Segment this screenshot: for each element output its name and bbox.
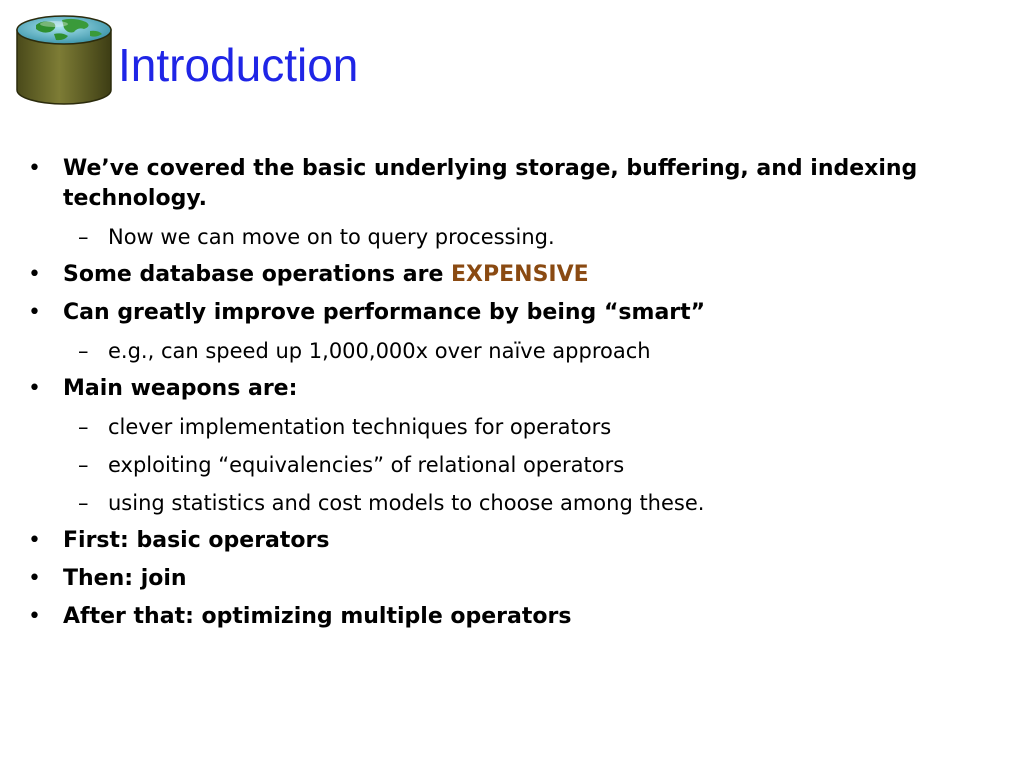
sub-bullet-marker: – — [78, 415, 89, 439]
bullet-text: Can greatly improve performance by being “smart” — [63, 300, 706, 325]
bullet-text: After that: optimizing multiple operators — [63, 604, 572, 629]
bullet-item — [0, 526, 1024, 556]
bullet-marker: • — [28, 528, 41, 553]
bullet-text: We’ve covered the basic underlying storage, buffering, and indexing technology. — [63, 156, 918, 211]
sub-bullet-item — [0, 222, 1024, 252]
sub-bullet-text: e.g., can speed up 1,000,000x over naïve approach — [108, 339, 651, 363]
sub-bullet-text: Now we can move on to query processing. — [108, 225, 555, 249]
bullet-item — [0, 298, 1024, 328]
sub-bullet-text: using statistics and cost models to choose among these. — [108, 491, 705, 515]
sub-bullet-item — [0, 336, 1024, 366]
bullet-marker: • — [28, 376, 41, 401]
bullet-marker: • — [28, 262, 41, 287]
bullet-text: First: basic operators — [63, 528, 330, 553]
sub-bullet-marker: – — [78, 491, 89, 515]
database-globe-icon — [14, 14, 114, 106]
bullet-item — [0, 374, 1024, 404]
sub-bullet-marker: – — [78, 453, 89, 477]
bullet-list — [0, 154, 1024, 640]
sub-bullet-item — [0, 488, 1024, 518]
bullet-item — [0, 602, 1024, 632]
bullet-marker: • — [28, 604, 41, 629]
bullet-text: Main weapons are: — [63, 376, 298, 401]
sub-bullet-marker: – — [78, 225, 89, 249]
expensive-highlight: EXPENSIVE — [451, 262, 589, 287]
sub-bullet-marker: – — [78, 339, 89, 363]
slide-title: Introduction — [118, 39, 359, 91]
sub-bullet-text: exploiting “equivalencies” of relational operators — [108, 453, 625, 477]
bullet-marker: • — [28, 566, 41, 591]
bullet-text: Some database operations are — [63, 262, 452, 287]
sub-bullet-item — [0, 412, 1024, 442]
sub-bullet-text: clever implementation techniques for operators — [108, 415, 612, 439]
bullet-item — [0, 260, 1024, 290]
sub-bullet-item — [0, 450, 1024, 480]
bullet-item — [0, 564, 1024, 594]
bullet-marker: • — [28, 156, 41, 181]
bullet-item — [0, 154, 1024, 214]
bullet-text: Then: join — [63, 566, 187, 591]
bullet-marker: • — [28, 300, 41, 325]
